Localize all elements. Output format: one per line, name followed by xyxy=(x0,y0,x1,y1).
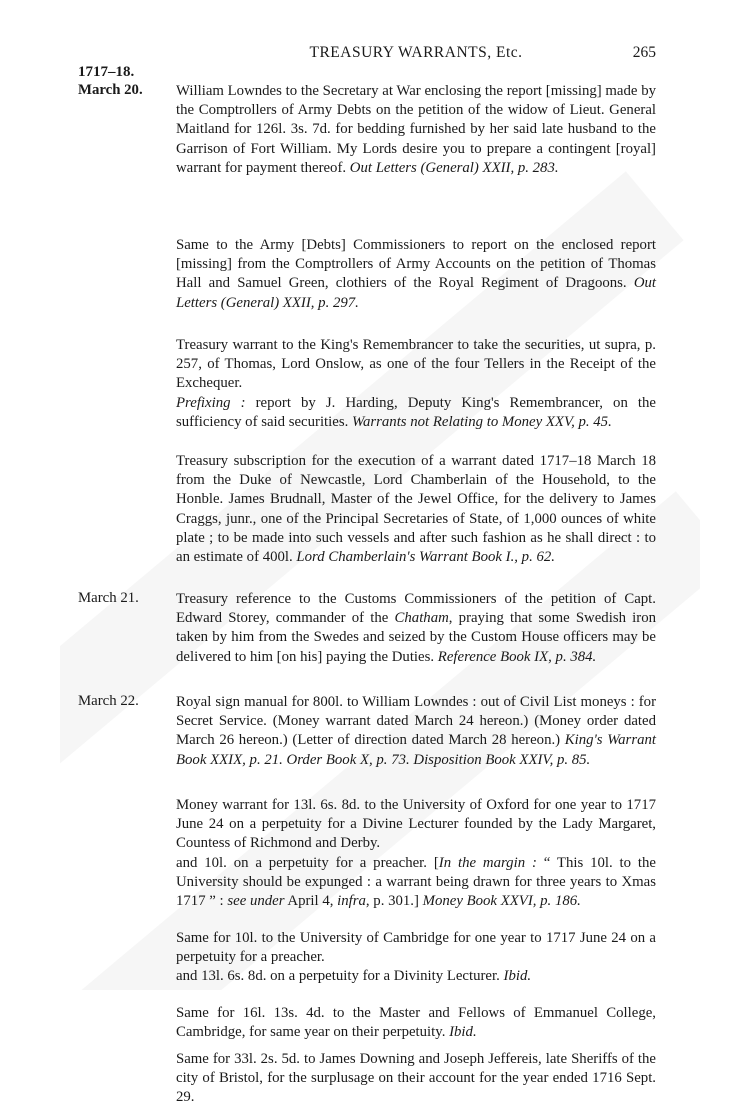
entry-8-text: Same for 10l. to the University of Cambridge for one year to 1717 June 24 on a perpetuity for a preacher. xyxy=(176,930,656,966)
entry-3 xyxy=(176,336,656,432)
entry-9-ref: Ibid. xyxy=(449,1024,477,1041)
year-marker: 1717–18. xyxy=(78,64,135,80)
entry-3-ref: Warrants not Relating to Money XXV, p. 45. xyxy=(352,413,612,430)
entry-7 xyxy=(176,796,656,911)
entry-2 xyxy=(176,236,656,313)
entry-8 xyxy=(176,929,656,987)
entry-4 xyxy=(176,452,656,567)
entry-7-ref: Money Book XXVI, p. 186. xyxy=(422,893,581,910)
entry-6-ref: King's Warrant Book XXIX, p. 21. Order Book X, p. 73. Disposition Book XXIV, p. 85. xyxy=(176,732,656,768)
entry-3-text: Treasury warrant to the King's Remembrancer to take the securities, ut supra, p. 257, of Thomas, Lord Onslow, as one of the four Tellers in the Receipt of the Exchequer. xyxy=(176,337,656,392)
entry-5-ref: Reference Book IX, p. 384. xyxy=(437,648,597,665)
entry-2-ref: Out Letters (General) XXII, p. 297. xyxy=(176,275,657,311)
entry-3-prefix: Prefixing : report by J. Harding, Deputy King's Remembrancer, on the sufficiency of said securities. Warrants not Relating to Money XXV, p. 45. xyxy=(176,394,657,430)
entry-6-text: Royal sign manual for 800l. to William Lowndes : out of Civil List moneys : for Secret Service. (Money warrant dated March 24 hereon.) (Money order dated March 26 hereon.) (Letter of direction dated March 28 hereon.) King's Warrant Book XXIX, p. 21. Order Book X, p. 73. Disposition Book XXIV, p. 85. xyxy=(176,694,656,768)
entry-10-text: Same for 33l. 2s. 5d. to James Downing and Joseph Jeffereis, late Sheriffs of the city of Bristol, for the surplusage on their account for the year ended 1716 Sept. 29. xyxy=(176,1051,656,1106)
entry-10 xyxy=(176,1050,656,1108)
entry-1-ref: Out Letters (General) XXII, p. 283. xyxy=(349,159,559,176)
entry-1-text: William Lowndes to the Secretary at War enclosing the report [missing] made by the Comptrollers of Army Debts on the petition of the widow of Lieut. General Maitland for 126l. 3s. 7d. for bedding furnished by her said late husband to the Garrison of Fort William. My Lords desire you to prepare a contingent [royal] warrant for payment thereof. Out Letters (General) XXII, p. 283. xyxy=(176,83,656,176)
date-march-20: March 20. xyxy=(78,82,143,98)
entry-8-ref: Ibid. xyxy=(503,968,532,985)
page-number: 265 xyxy=(632,44,656,61)
entry-4-ref: Lord Chamberlain's Warrant Book I., p. 62. xyxy=(296,549,555,566)
entry-9 xyxy=(176,1004,656,1042)
entry-4-text: Treasury subscription for the execution of a warrant dated 1717–18 March 18 from the Duke of Newcastle, Lord Chamberlain of the Household, to the Honble. James Brudnall, Master of the Jewel Office, for the delivery to James Craggs, junr., one of the Principal Secretaries of State, of 1,000 ounces of white plate ; to be made into such vessels and after such fashion as he shall direct : to an estimate of 400l. Lord Chamberlain's Warrant Book I., p. 62. xyxy=(176,453,656,566)
entry-7-text: Money warrant for 13l. 6s. 8d. to the University of Oxford for one year to 1717 June 24 on a perpetuity for a Divine Lecturer founded by the Lady Margaret, Countess of Richmond and Derby. xyxy=(176,797,656,852)
date-march-22: March 22. xyxy=(78,693,139,709)
date-march-21: March 21. xyxy=(78,590,139,606)
entry-2-text: Same to the Army [Debts] Commissioners to report on the enclosed report [missing] from the Comptrollers of Army Accounts on the petition of Thomas Hall and Samuel Green, clothiers of the Royal Regiment of Dragoons. Out Letters (General) XXII, p. 297. xyxy=(176,237,657,311)
entry-5 xyxy=(176,590,656,667)
entry-6 xyxy=(176,693,656,770)
entry-1 xyxy=(176,82,656,178)
entry-7-margin-note: and 10l. on a perpetuity for a preacher. [In the margin : “ This 10l. to the University should be expunged : a warrant being drawn for three years to Xmas 1717 ” : see under April 4, infra, p. 301.] Money Book XXVI, p. 186. xyxy=(176,854,656,910)
entry-9-text: Same for 16l. 13s. 4d. to the Master and Fellows of Emmanuel College, Cambridge, for same year on their perpetuity. Ibid. xyxy=(176,1005,656,1041)
running-header: TREASURY WARRANTS, Etc. xyxy=(309,44,523,61)
entry-5-text: Treasury reference to the Customs Commissioners of the petition of Capt. Edward Storey, commander of the Chatham, praying that some Swedish iron taken by him from the Swedes and seized by the Custom House officers may be delivered to him [on his] paying the Duties. Reference Book IX, p. 384. xyxy=(176,591,656,665)
entry-8-text2: and 13l. 6s. 8d. on a perpetuity for a Divinity Lecturer. Ibid. xyxy=(176,968,532,985)
